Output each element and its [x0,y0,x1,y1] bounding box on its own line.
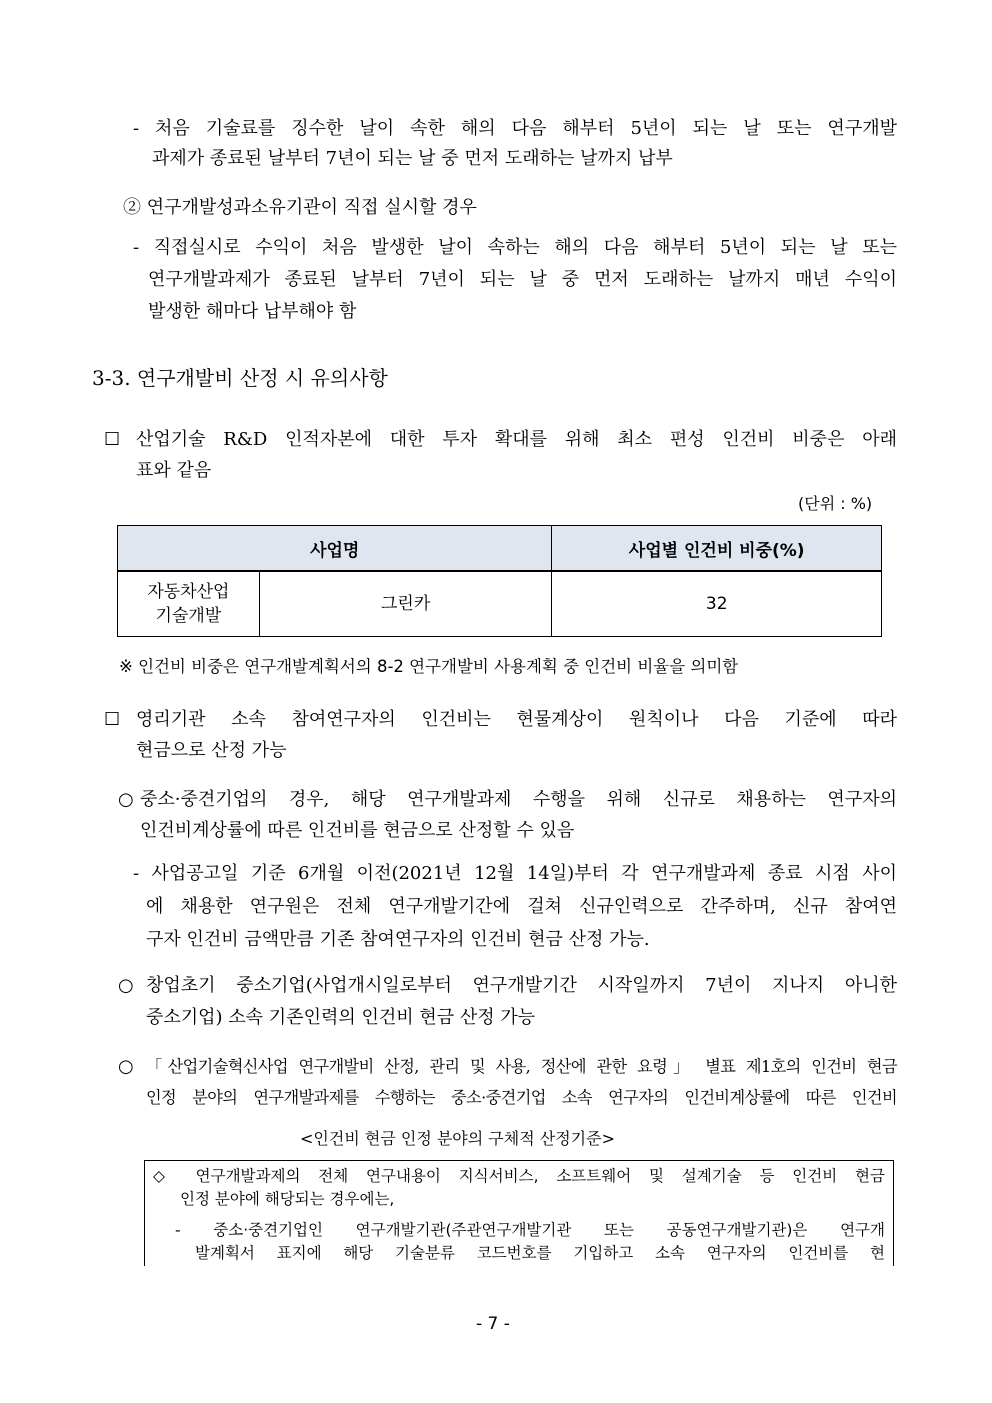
sub1-dash-line3: 구자 인건비 금액만큼 기존 참여연구자의 인건비 현금 산정 가능. [146,929,650,950]
category-line2: 기술개발 [155,606,222,626]
cell-ratio-value: 32 [552,571,882,637]
para1-line2: 과제가 종료된 날부터 7년이 되는 날 중 먼저 도래하는 날까지 납부 [152,148,673,169]
bullet2-line1: 영리기관 소속 참여연구자의 인건비는 현물계상이 원칙이나 다음 기준에 따라 [136,709,897,730]
item2-title: ② 연구개발성과소유기관이 직접 실시할 경우 [123,197,477,218]
checkbox-icon: ☐ [104,429,121,450]
circle-bullet-icon-2: ○ [118,975,134,996]
checkbox-icon-2: ☐ [104,709,121,730]
cell-category [118,571,260,637]
item2-line1: - 직접실시로 수익이 처음 발생한 날이 속하는 해의 다음 해부터 5년이 되는 날 또는 [133,237,897,258]
sub1-line1: 중소·중견기업의 경우, 해당 연구개발과제 수행을 위해 신규로 채용하는 연구자의 [140,789,897,810]
bullet1-line1: 산업기술 R&D 인적자본에 대한 투자 확대를 위해 최소 편성 인건비 비중은 아래 [136,429,897,450]
para1-line1: - 처음 기술료를 징수한 날이 속한 해의 다음 해부터 5년이 되는 날 또는 연구개발 [133,118,897,139]
section-title: 3-3. 연구개발비 산정 시 유의사항 [92,366,388,390]
sub1-line2: 인건비계상률에 따른 인건비를 현금으로 산정할 수 있음 [140,820,575,841]
table-row [118,571,882,637]
sub1-dash-line1: - 사업공고일 기준 6개월 이전(2021년 12월 14일)부터 각 연구개발과제 종료 시점 사이 [133,863,897,884]
header-personnel-ratio: 사업별 인건비 비중(%) [552,526,882,572]
criteria-box [144,1160,894,1266]
box-line2: 인정 분야에 해당되는 경우에는, [180,1190,395,1208]
bullet1-line2: 표와 같음 [136,460,212,481]
sub3-line2: 인정 분야의 연구개발과제를 수행하는 중소·중견기업 소속 연구자의 인건비계상률에 따른 인건비 [146,1088,897,1107]
bullet2-line2: 현금으로 산정 가능 [136,740,287,761]
sub1-dash-line2: 에 채용한 연구원은 전체 연구개발기간에 걸쳐 신규인력으로 간주하며, 신규 참여연 [146,896,897,917]
sub2-line2: 중소기업) 소속 기존인력의 인건비 현금 산정 가능 [146,1007,536,1028]
sub2-line1: 창업초기 중소기업(사업개시일로부터 연구개발기간 시작일까지 7년이 지나지 아니한 [146,975,897,996]
table-note: ※ 인건비 비중은 연구개발계획서의 8-2 연구개발비 사용계획 중 인건비 비율을 의미함 [119,657,739,676]
circle-bullet-icon: ○ [118,789,134,810]
header-business-name: 사업명 [118,526,552,572]
item2-line3: 발생한 해마다 납부해야 함 [148,301,357,322]
page-number: - 7 - [476,1314,510,1334]
box-line1: ◇ 연구개발과제의 전체 연구내용이 지식서비스, 소프트웨어 및 설계기술 등 인건비 현금 [153,1167,885,1185]
box-caption: <인건비 현금 인정 분야의 구체적 산정기준> [300,1129,615,1148]
box-line4: 발계획서 표지에 해당 기술분류 코드번호를 기입하고 소속 연구자의 인건비를 현 [195,1244,885,1262]
table-header-row [118,526,882,572]
unit-label: (단위 : %) [798,494,873,513]
sub3-line1: 「산업기술혁신사업 연구개발비 산정, 관리 및 사용, 정산에 관한 요령」 별표 제1호의 인건비 현금 [146,1057,897,1076]
category-line1: 자동차산업 [147,582,230,602]
circle-bullet-icon-3: ○ [118,1056,134,1077]
cell-business-name: 그린카 [259,571,552,637]
box-line3: - 중소·중견기업인 연구개발기관(주관연구개발기관 또는 공동연구개발기관)은 연구개 [175,1221,885,1239]
item2-line2: 연구개발과제가 종료된 날부터 7년이 되는 날 중 먼저 도래하는 날까지 매년 수익이 [148,269,897,290]
personnel-ratio-table [117,525,882,637]
